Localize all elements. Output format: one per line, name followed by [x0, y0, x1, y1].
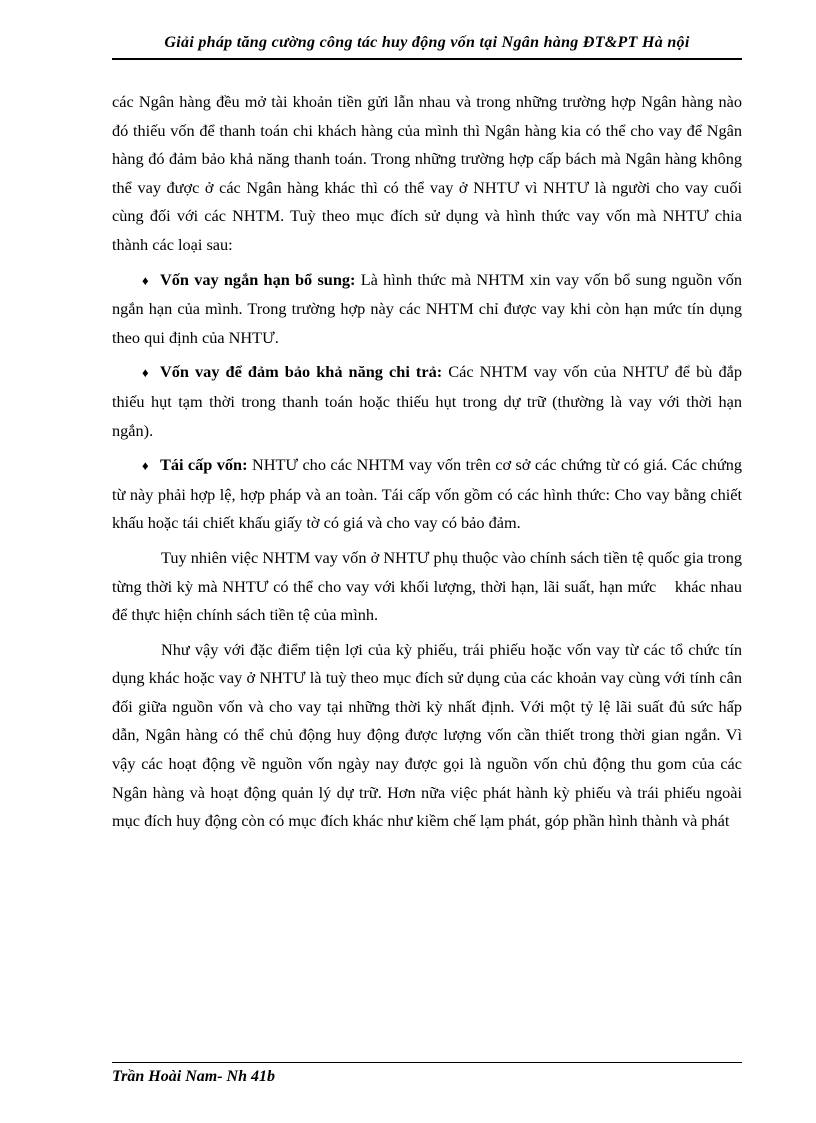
header-divider [112, 58, 742, 60]
running-footer: Trần Hoài Nam- Nh 41b [112, 1068, 275, 1085]
bullet-lead: Vốn vay ngắn hạn bổ sung: [160, 269, 356, 289]
diamond-bullet-icon: ♦ [142, 458, 149, 474]
diamond-bullet-icon: ♦ [142, 272, 149, 288]
bullet-item [112, 266, 742, 353]
bullet-item [112, 358, 742, 445]
diamond-bullet-icon: ♦ [142, 365, 149, 381]
bullet-text: NHTƯ cho các NHTM vay vốn trên cơ sở các chứng từ có giá. Các chứng từ này phải hợp lệ, hợp pháp và an toàn. Tái cấp vốn gồm có các hình thức: Cho vay bằng chiết khấu hoặc tái chiết khấu giấy tờ có giá và cho vay có bảo đảm. [112, 455, 742, 533]
paragraph-intro: các Ngân hàng đều mở tài khoản tiền gửi lẫn nhau và trong những trường hợp Ngân hàng nào đó thiếu vốn để thanh toán chi khách hàng của mình thì Ngân hàng kia có thể cho vay để Ngân hàng đó đảm bảo khả năng thanh toán. Trong những trường hợp cấp bách mà Ngân hàng không thể vay được ở các Ngân hàng khác thì có thể vay ở NHTƯ vì NHTƯ là người cho vay cuối cùng đối với các NHTM. Tuỳ theo mục đích sử dụng và hình thức vay vốn mà NHTƯ chia thành các loại sau: [112, 92, 742, 254]
paragraph-conclusion: Như vậy với đặc điểm tiện lợi của kỳ phiếu, trái phiếu hoặc vốn vay từ các tổ chức tín dụng khác hoặc vay ở NHTƯ là tuỳ theo mục đích sử dụng của các khoản vay cùng với tính cân đối giữa nguồn vốn và cho vay tại những thời kỳ nhất định. Với một tỷ lệ lãi suất đủ sức hấp dẫn, Ngân hàng có thể chủ động huy động được lượng vốn cần thiết trong thời gian ngắn. Vì vậy các hoạt động về nguồn vốn ngày nay được gọi là nguồn vốn chủ động thu gom của các Ngân hàng và hoạt động quản lý dự trữ. Hơn nữa việc phát hành kỳ phiếu và trái phiếu ngoài mục đích huy động còn có mục đích khác như kiềm chế lạm phát, góp phần hình thành và phát [112, 639, 742, 831]
paragraph-policy: Tuy nhiên việc NHTM vay vốn ở NHTƯ phụ thuộc vào chính sách tiền tệ quốc gia trong từng thời kỳ mà NHTƯ có thể cho vay với khối lượng, thời hạn, lãi suất, hạn mức khác nhau để thực hiện chính sách tiền tệ của mình. [112, 547, 747, 625]
bullet-text: Các NHTM vay vốn của NHTƯ để bù đắp thiếu hụt tạm thời trong thanh toán hoặc thiếu hụt trong dự trữ (thường là vay với thời hạn ngắn). [112, 362, 742, 440]
footer-divider [112, 1062, 742, 1063]
bullet-text: Là hình thức mà NHTM xin vay vốn bổ sung nguồn vốn ngắn hạn của mình. Trong trường hợp này các NHTM chỉ được vay khi còn hạn mức tín dụng theo qui định của NHTƯ. [112, 269, 742, 347]
running-header: Giải pháp tăng cường công tác huy động vốn tại Ngân hàng ĐT&PT Hà nội [164, 34, 690, 51]
page-body [112, 88, 747, 836]
bullet-item [112, 451, 742, 538]
bullet-lead: Tái cấp vốn: [160, 455, 248, 475]
bullet-lead: Vốn vay để đảm bảo khả năng chi trả: [160, 362, 443, 382]
